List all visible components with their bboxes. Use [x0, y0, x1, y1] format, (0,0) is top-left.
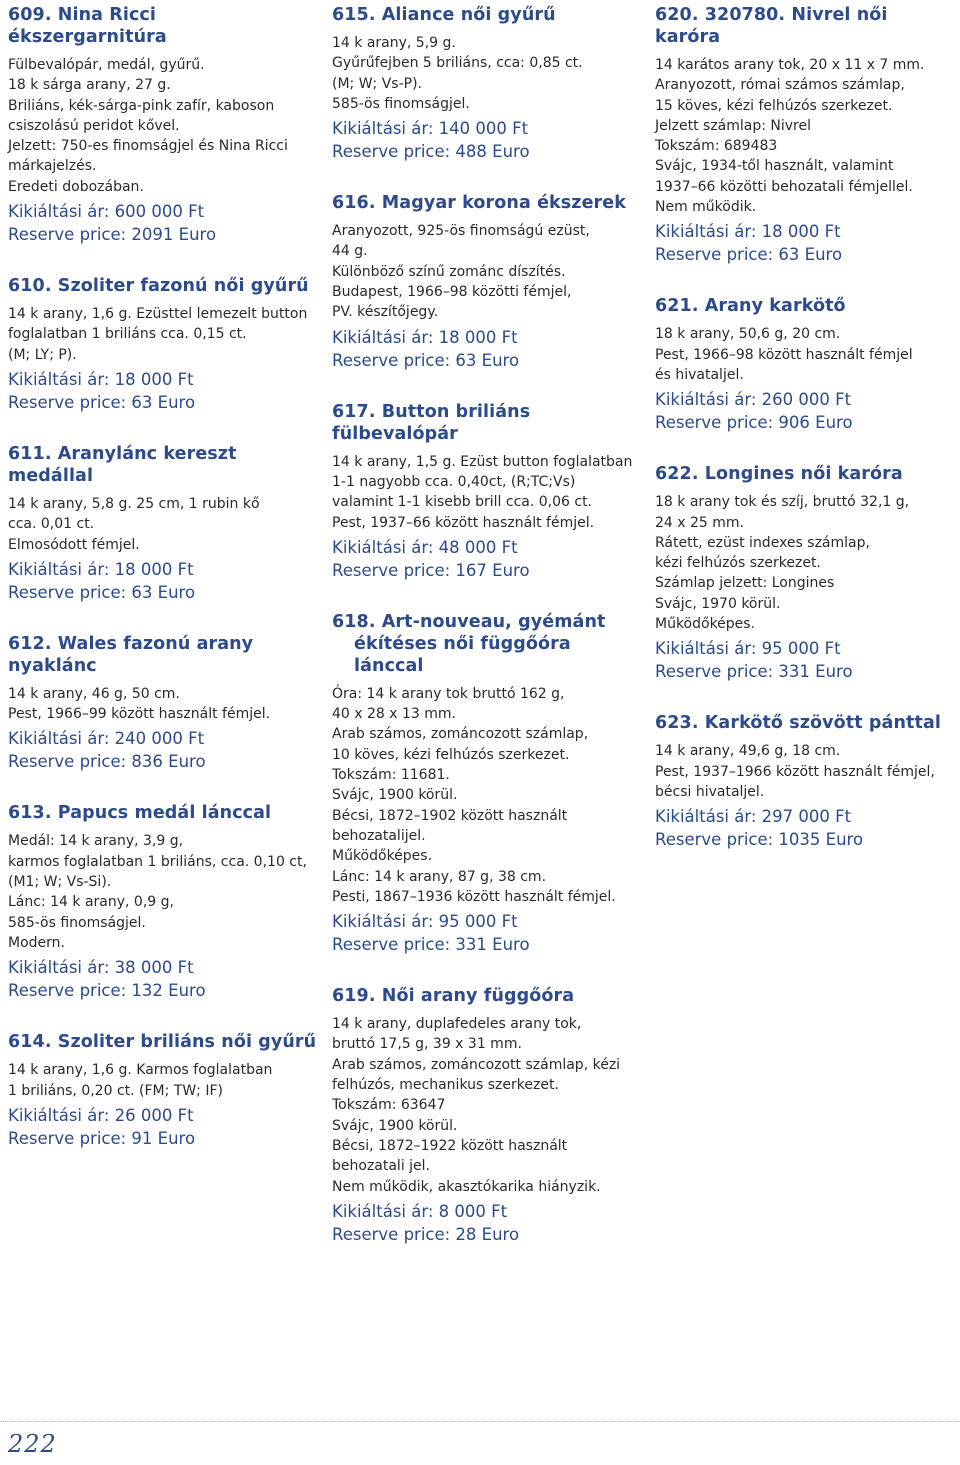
description-line: Lánc: 14 k arany, 0,9 g, — [8, 894, 174, 911]
lot-title-text: 609. Nina Ricci ékszergarnitúra — [8, 5, 167, 47]
description-line: Svájc, 1970 körül. — [655, 595, 781, 612]
lot-entry — [8, 443, 320, 604]
description-line: Arab számos, zománcozott számlap, kézi — [332, 1056, 621, 1073]
description-line: Számlap jelzett: Longines — [655, 575, 835, 592]
lot-title — [332, 985, 644, 1007]
lot-title — [8, 802, 320, 824]
lot-entry — [655, 4, 955, 266]
description-line: Elmosódott fémjel. — [8, 536, 140, 553]
reserve-price: Reserve price: 91 Euro — [8, 1128, 196, 1148]
lot-title-text: 622. Longines női karóra — [655, 464, 903, 485]
starting-price: Kikiáltási ár: 95 000 Ft — [332, 912, 518, 932]
starting-price: Kikiáltási ár: 18 000 Ft — [8, 559, 194, 579]
lot-prices — [655, 388, 955, 434]
description-line: 44 g. — [332, 243, 368, 260]
lot-description — [332, 684, 644, 907]
description-line: 14 k arany, 1,6 g. Karmos foglalatban — [8, 1062, 273, 1079]
lot-title — [655, 295, 955, 317]
lot-entry — [332, 985, 644, 1246]
lot-title — [8, 4, 320, 48]
lot-title — [8, 1031, 320, 1053]
lot-entry — [8, 275, 320, 414]
lot-entry — [8, 633, 320, 774]
description-line: 15 köves, kézi felhúzós szerkezet. — [655, 97, 893, 114]
description-line: Svájc, 1900 körül. — [332, 1117, 458, 1134]
lot-description — [8, 1060, 320, 1101]
lot-prices — [8, 956, 320, 1002]
lot-title-text: 619. Női arany függőóra — [332, 986, 575, 1007]
starting-price: Kikiáltási ár: 48 000 Ft — [332, 537, 518, 557]
description-line: 18 k sárga arany, 27 g. — [8, 77, 171, 94]
lot-entry — [655, 463, 955, 683]
starting-price: Kikiáltási ár: 140 000 Ft — [332, 119, 529, 139]
starting-price: Kikiáltási ár: 26 000 Ft — [8, 1105, 194, 1125]
description-line: 585-ös finomságjel. — [8, 914, 146, 931]
lot-prices — [8, 1104, 320, 1150]
description-line: Különböző színű zománc díszítés. — [332, 263, 566, 280]
description-line: 585-ös finomságjel. — [332, 95, 470, 112]
description-line: 10 köves, kézi felhúzós szerkezet. — [332, 746, 570, 763]
lot-title-text: 611. Aranylánc kereszt medállal — [8, 443, 237, 486]
lot-title — [332, 192, 644, 214]
lot-title-text: 615. Aliance női gyűrű — [332, 5, 556, 25]
description-line: 14 k arany, 5,9 g. — [332, 35, 456, 51]
starting-price: Kikiáltási ár: 18 000 Ft — [8, 369, 194, 389]
lot-entry — [655, 712, 955, 851]
description-line: 14 karátos arany tok, 20 x 11 x 7 mm. — [655, 57, 925, 73]
column-2 — [332, 4, 644, 1275]
description-line: Eredeti dobozában. — [8, 178, 144, 195]
lot-description — [655, 741, 955, 802]
reserve-price: Reserve price: 331 Euro — [655, 662, 853, 682]
reserve-price: Reserve price: 63 Euro — [8, 582, 196, 602]
description-line: Briliáns, kék-sárga-pink zafír, kaboson — [8, 97, 275, 114]
reserve-price: Reserve price: 63 Euro — [655, 245, 843, 265]
description-line: Gyűrűfejben 5 briliáns, cca: 0,85 ct. — [332, 55, 583, 72]
description-line: Tokszám: 689483 — [655, 138, 778, 155]
lot-title-text: 621. Arany karkötő — [655, 296, 846, 317]
lot-description — [8, 831, 320, 953]
description-line: 40 x 28 x 13 mm. — [332, 706, 456, 723]
lot-entry — [332, 4, 644, 163]
lot-title — [655, 463, 955, 485]
starting-price: Kikiáltási ár: 260 000 Ft — [655, 390, 852, 410]
description-line: csiszolású peridot kővel. — [8, 117, 180, 134]
description-line: 24 x 25 mm. — [655, 514, 744, 531]
column-3 — [655, 4, 955, 880]
lot-prices — [655, 637, 955, 683]
description-line: márkajelzés. — [8, 158, 97, 175]
description-line: Nem működik, akasztókarika hiányzik. — [332, 1178, 601, 1195]
starting-price: Kikiáltási ár: 18 000 Ft — [332, 327, 518, 347]
description-line: foglalatban 1 briliáns cca. 0,15 ct. — [8, 326, 247, 343]
description-line: valamint 1-1 kisebb brill cca. 0,06 ct. — [332, 494, 593, 511]
description-line: behozatali jel. — [332, 1158, 431, 1175]
lot-title-text: 612. Wales fazonú arany nyaklánc — [8, 633, 254, 676]
lot-prices — [332, 536, 644, 582]
description-line: Óra: 14 k arany tok bruttó 162 g, — [332, 685, 565, 702]
lot-title — [8, 633, 320, 677]
description-line: Svájc, 1900 körül. — [332, 787, 458, 804]
description-line: 1937–66 közötti behozatali fémjellel. — [655, 178, 913, 195]
description-line: cca. 0,01 ct. — [8, 516, 95, 533]
description-line: Bécsi, 1872–1902 között használt — [332, 807, 568, 824]
description-line: Medál: 14 k arany, 3,9 g, — [8, 833, 184, 850]
reserve-price: Reserve price: 167 Euro — [332, 560, 530, 580]
lot-description — [655, 324, 955, 385]
lot-description — [332, 452, 644, 533]
lot-prices — [8, 200, 320, 246]
description-line: 14 k arany, 49,6 g, 18 cm. — [655, 743, 841, 760]
lot-entry — [8, 4, 320, 246]
description-line: (M; W; Vs-P). — [332, 75, 422, 92]
starting-price: Kikiáltási ár: 8 000 Ft — [332, 1201, 508, 1221]
description-line: Tokszám: 11681. — [332, 767, 450, 784]
description-line: 14 k arany, 1,6 g. Ezüsttel lemezelt button — [8, 306, 308, 323]
description-line: Pest, 1937–66 között használt fémjel. — [332, 514, 595, 531]
reserve-price: Reserve price: 906 Euro — [655, 413, 853, 433]
description-line: Rátett, ezüst indexes számlap, — [655, 534, 870, 551]
starting-price: Kikiáltási ár: 18 000 Ft — [655, 222, 841, 242]
description-line: 14 k arany, duplafedeles arany tok, — [332, 1016, 582, 1033]
lot-title — [332, 401, 644, 445]
description-line: 1-1 nagyobb cca. 0,40ct, (R;TC;Vs) — [332, 473, 576, 490]
description-line: (M1; W; Vs-Si). — [8, 874, 112, 891]
lot-title-text: 620. 320780. Nivrel női karóra — [655, 5, 888, 47]
description-line: Pest, 1966–98 között használt fémjel — [655, 346, 913, 363]
lot-entry — [655, 295, 955, 434]
description-line: Svájc, 1934-től használt, valamint — [655, 158, 894, 175]
description-line: Pest, 1937–1966 között használt fémjel, — [655, 763, 935, 780]
reserve-price: Reserve price: 132 Euro — [8, 981, 206, 1001]
description-line: 1 briliáns, 0,20 ct. (FM; TW; IF) — [8, 1082, 223, 1099]
lot-title-text: 616. Magyar korona ékszerek — [332, 193, 626, 214]
lot-prices — [8, 727, 320, 773]
lot-description — [332, 33, 644, 114]
description-line: PV. készítőjegy. — [332, 304, 439, 321]
description-line: 14 k arany, 46 g, 50 cm. — [8, 685, 180, 702]
description-line: Arab számos, zománcozott számlap, — [332, 726, 589, 743]
lot-entry — [8, 802, 320, 1002]
description-line: karmos foglalatban 1 briliáns, cca. 0,10 ct, — [8, 853, 307, 870]
description-line: és hivataljel. — [655, 366, 744, 383]
description-line: Budapest, 1966–98 közötti fémjel, — [332, 284, 572, 301]
description-line: Lánc: 14 k arany, 87 g, 38 cm. — [332, 868, 547, 885]
lot-description — [655, 55, 955, 217]
description-line: bécsi hivataljel. — [655, 783, 765, 800]
lot-prices — [8, 368, 320, 414]
starting-price: Kikiáltási ár: 240 000 Ft — [8, 729, 205, 749]
lot-title-text: 617. Button briliáns fülbevalópár — [332, 401, 531, 444]
description-line: felhúzós, mechanikus szerkezet. — [332, 1077, 559, 1094]
description-line: 18 k arany tok és szíj, bruttó 32,1 g, — [655, 494, 910, 511]
description-line: Aranyozott, római számos számlap, — [655, 77, 905, 94]
lot-prices — [332, 326, 644, 372]
lot-title-text: 614. Szoliter briliáns női gyűrű — [8, 1032, 317, 1053]
description-line: Jelzett: 750-es finomságjel és Nina Ricci — [8, 138, 288, 155]
page-number: 222 — [8, 1430, 57, 1458]
reserve-price: Reserve price: 63 Euro — [332, 350, 520, 370]
description-line: Aranyozott, 925-ös finomságú ezüst, — [332, 223, 590, 240]
lot-entry — [332, 192, 644, 371]
starting-price: Kikiáltási ár: 297 000 Ft — [655, 807, 852, 827]
lot-entry — [332, 401, 644, 582]
footer-divider — [0, 1421, 960, 1422]
lot-description — [655, 492, 955, 634]
description-line: Jelzett számlap: Nivrel — [655, 117, 812, 134]
lot-title-text: 623. Karkötő szövött pánttal — [655, 713, 941, 734]
lot-title-continuation: ékítéses női függőóra lánccal — [354, 633, 571, 676]
lot-title — [332, 611, 644, 677]
description-line: 14 k arany, 5,8 g. 25 cm, 1 rubin kő — [8, 495, 260, 512]
reserve-price: Reserve price: 836 Euro — [8, 752, 206, 772]
lot-prices — [332, 910, 644, 956]
reserve-price: Reserve price: 63 Euro — [8, 392, 196, 412]
lot-description — [332, 1014, 644, 1197]
description-line: Pesti, 1867–1936 között használt fémjel. — [332, 888, 616, 905]
lot-entry — [8, 1031, 320, 1150]
description-line: Pest, 1966–99 között használt fémjel. — [8, 706, 271, 723]
lot-prices — [655, 805, 955, 851]
lot-entry — [332, 611, 644, 956]
lot-title — [8, 275, 320, 297]
description-line: kézi felhúzós szerkezet. — [655, 555, 821, 572]
description-line: behozatalijel. — [332, 827, 426, 844]
reserve-price: Reserve price: 331 Euro — [332, 935, 530, 955]
lot-prices — [8, 558, 320, 604]
description-line: 18 k arany, 50,6 g, 20 cm. — [655, 326, 841, 343]
column-1 — [8, 4, 320, 1179]
starting-price: Kikiáltási ár: 38 000 Ft — [8, 958, 194, 978]
description-line: (M; LY; P). — [8, 346, 77, 363]
description-line: Bécsi, 1872–1922 között használt — [332, 1137, 568, 1154]
description-line: Tokszám: 63647 — [332, 1097, 446, 1114]
description-line: Működőképes. — [655, 616, 756, 633]
reserve-price: Reserve price: 28 Euro — [332, 1224, 520, 1244]
lot-prices — [332, 117, 644, 163]
starting-price: Kikiáltási ár: 600 000 Ft — [8, 202, 205, 222]
lot-description — [8, 684, 320, 725]
lot-title-text: 610. Szoliter fazonú női gyűrű — [8, 276, 309, 297]
lot-description — [8, 55, 320, 197]
starting-price: Kikiáltási ár: 95 000 Ft — [655, 639, 841, 659]
lot-prices — [332, 1200, 644, 1246]
description-line: Működőképes. — [332, 848, 433, 865]
lot-prices — [655, 220, 955, 266]
description-line: Modern. — [8, 934, 65, 951]
lot-title — [332, 4, 644, 26]
description-line: Nem működik. — [655, 199, 757, 216]
description-line: Fülbevalópár, medál, gyűrű. — [8, 57, 205, 73]
reserve-price: Reserve price: 1035 Euro — [655, 830, 864, 850]
reserve-price: Reserve price: 2091 Euro — [8, 225, 217, 245]
lot-title-text: 613. Papucs medál lánccal — [8, 803, 272, 824]
description-line: bruttó 17,5 g, 39 x 31 mm. — [332, 1036, 522, 1053]
reserve-price: Reserve price: 488 Euro — [332, 142, 530, 162]
lot-title-text: 618. Art-nouveau, gyémánt — [332, 611, 606, 632]
lot-description — [332, 221, 644, 322]
lot-title — [8, 443, 320, 487]
lot-description — [8, 304, 320, 365]
lot-title — [655, 712, 955, 734]
lot-title — [655, 4, 955, 48]
description-line: 14 k arany, 1,5 g. Ezüst button foglalatban — [332, 453, 633, 470]
lot-description — [8, 494, 320, 555]
